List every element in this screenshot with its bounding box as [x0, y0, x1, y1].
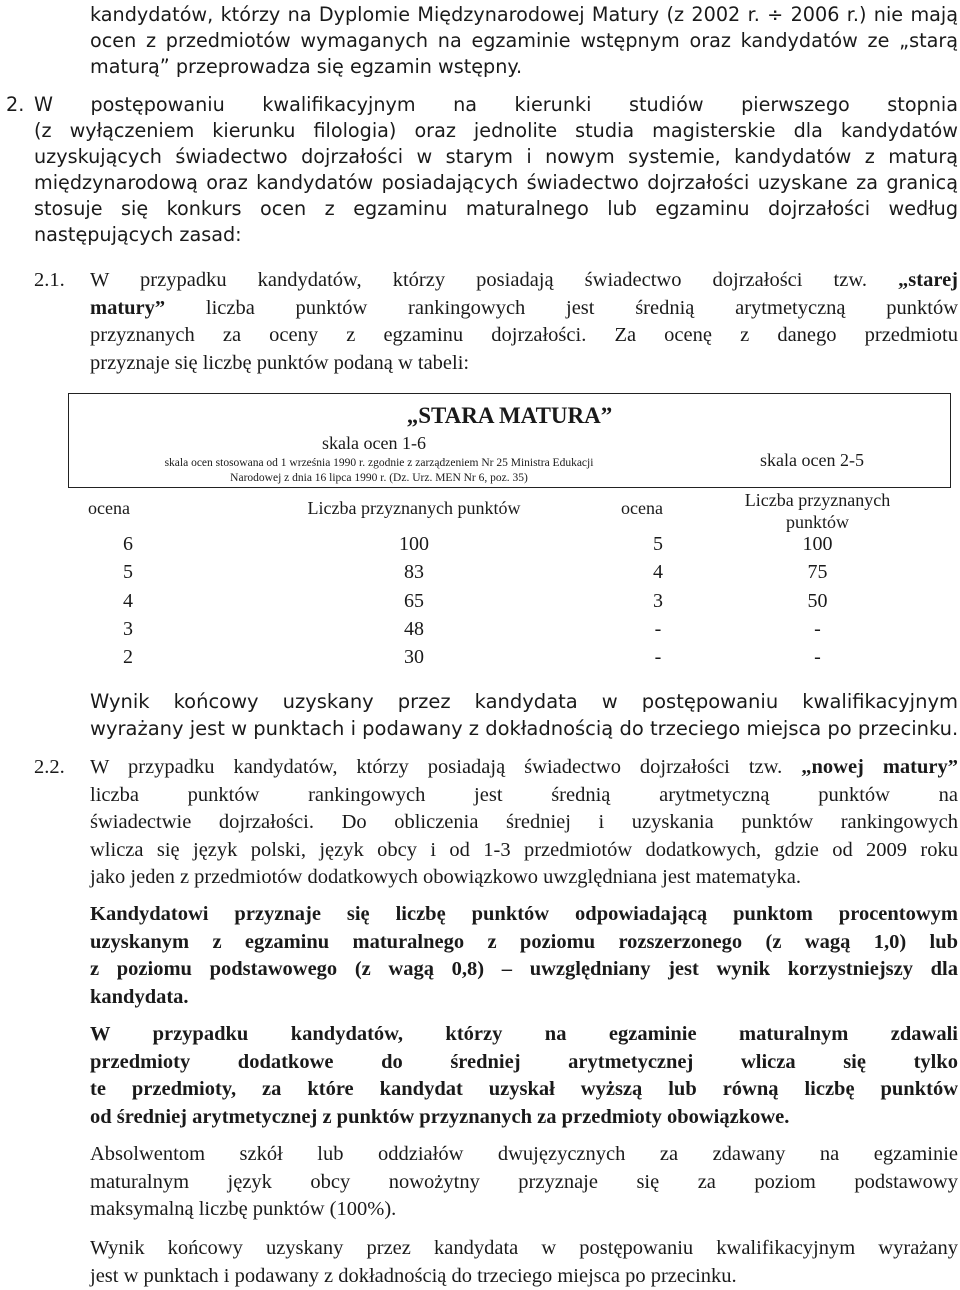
- section-2-1-number: 2.1.: [34, 267, 65, 295]
- section-2-1-line: przyznaje się liczbę punktów podaną w tabeli:: [90, 350, 958, 378]
- grade-1-cell: 3: [68, 618, 188, 641]
- grade-2-cell: 4: [608, 561, 708, 584]
- grade-1-cell: 4: [68, 590, 188, 613]
- grade-2-cell: 5: [608, 533, 708, 556]
- section-2-1-line: przyznanych za oceny z egzaminu dojrzałości. Za ocenę z danego przedmiotu: [90, 322, 958, 350]
- points-2-cell: 75: [696, 561, 939, 584]
- section-2-2-line: wlicza się język polski, język obcy i od 1-3 przedmiotów dodatkowych, gdzie od 2009 roku: [90, 837, 958, 865]
- section-2-number: 2.: [6, 92, 24, 118]
- intro-line: kandydatów, którzy na Dyplomie Międzynarodowej Matury (z 2002 r. ÷ 2006 r.) nie mają: [90, 2, 958, 28]
- result-paragraph-2: [90, 1235, 958, 1290]
- bilingual-paragraph: [90, 1141, 958, 1224]
- section-2-2-paragraph: [90, 754, 958, 892]
- bold-line: przedmioty dodatkowe do średniej arytmetycznej wlicza się tylko: [90, 1049, 958, 1077]
- section-2-1-line: matury” liczba punktów rankingowych jest średnią arytmetyczną punktów: [90, 295, 958, 323]
- result-line: Wynik końcowy uzyskany przez kandydata w postępowaniu kwalifikacyjnym: [90, 688, 958, 715]
- points-2-cell: -: [696, 646, 939, 669]
- points-2-cell: -: [696, 618, 939, 641]
- bold-line: kandydata.: [90, 984, 958, 1012]
- section-2-line: uzyskujących świadectwo dojrzałości w starym i nowym systemie, kandydatów z maturą: [34, 144, 958, 170]
- section-2-line: (z wyłączeniem kierunku filologia) oraz jednolite studia magisterskie dla kandydatów: [34, 118, 958, 144]
- header-points-1: Liczba przyznanych punktów: [198, 498, 630, 519]
- bold-paragraph-additional-subjects: [90, 1021, 958, 1131]
- section-2-line: W postępowaniu kwalifikacyjnym na kierunki studiów pierwszego stopnia: [34, 92, 958, 118]
- grade-1-cell: 2: [68, 646, 188, 669]
- bold-line: te przedmioty, za które kandydat uzyskał wyższą lub równą liczbę punktów: [90, 1076, 958, 1104]
- bold-line: z poziomu podstawowego (z wagą 0,8) – uwzględniany jest wynik korzystniejszy dla: [90, 956, 958, 984]
- intro-line: maturą” przeprowadza się egzamin wstępny.: [90, 54, 958, 80]
- intro-paragraph: [90, 2, 958, 80]
- header-grade-2: ocena: [621, 498, 701, 519]
- section-2-line: międzynarodową oraz kandydatów posiadających świadectwo dojrzałości uzyskane za granicą: [34, 170, 958, 196]
- points-2-cell: 100: [696, 533, 939, 556]
- result-paragraph-1: [90, 688, 958, 742]
- section-2-1-paragraph: [90, 267, 958, 377]
- result-line: jest w punktach i podawany z dokładnością do trzeciego miejsca po przecinku.: [90, 1263, 958, 1290]
- section-2-2-line: świadectwie dojrzałości. Do obliczenia średniej i uzyskania punktów rankingowych: [90, 809, 958, 837]
- table-row: [68, 561, 949, 589]
- bold-line: Kandydatowi przyznaje się liczbę punktów odpowiadającą punktom procentowym: [90, 901, 958, 929]
- header-points-2: Liczba przyznanych punktów: [696, 489, 939, 533]
- grade-2-cell: -: [608, 646, 708, 669]
- grade-2-cell: 3: [608, 590, 708, 613]
- bold-line: W przypadku kandydatów, którzy na egzaminie maturalnym zdawali: [90, 1021, 958, 1049]
- scale-2-5-label: skala ocen 2-5: [680, 450, 944, 471]
- result-line: wyrażany jest w punktach i podawany z dokładnością do trzeciego miejsca po przecinku.: [90, 715, 958, 742]
- bilingual-line: maturalnym język obcy nowożytny przyznaje się za poziom podstawowy: [90, 1169, 958, 1197]
- header-grade-1: ocena: [88, 498, 168, 519]
- scale-1-6-note: skala ocen stosowana od 1 września 1990 r. zgodnie z zarządzeniem Nr 25 Ministra Edukacji Narodowej z dnia 16 lipca 1990 r. (Dz. Urz. MEN Nr 6, poz. 35): [78, 456, 680, 486]
- table-title: „STARA MATURA”: [68, 403, 951, 429]
- points-1-cell: 30: [198, 646, 630, 669]
- points-1-cell: 65: [198, 590, 630, 613]
- bilingual-line: Absolwentom szkół lub oddziałów dwujęzycznych za zdawany na egzaminie: [90, 1141, 958, 1169]
- bold-paragraph-points: [90, 901, 958, 1011]
- table-row: [68, 590, 949, 618]
- section-2-2-line: jako jeden z przedmiotów dodatkowych obowiązkowo uwzględniana jest matematyka.: [90, 864, 958, 892]
- grade-1-cell: 5: [68, 561, 188, 584]
- intro-line: ocen z przedmiotów wymaganych na egzaminie wstępnym oraz kandydatów ze „starą: [90, 28, 958, 54]
- section-2-1-line: W przypadku kandydatów, którzy posiadają świadectwo dojrzałości tzw. „starej: [90, 267, 958, 295]
- table-row: [68, 533, 949, 561]
- section-2-paragraph: [0, 92, 958, 248]
- points-1-cell: 83: [198, 561, 630, 584]
- scale-1-6-label: skala ocen 1-6: [68, 433, 680, 454]
- bold-line: uzyskanym z egzaminu maturalnego z poziomu rozszerzonego (z wagą 1,0) lub: [90, 929, 958, 957]
- grade-2-cell: -: [608, 618, 708, 641]
- points-1-cell: 100: [198, 533, 630, 556]
- section-2-2-number: 2.2.: [34, 754, 65, 782]
- section-2-line: stosuje się konkurs ocen z egzaminu maturalnego lub egzaminu dojrzałości według: [34, 196, 958, 222]
- table-row: [68, 618, 949, 646]
- section-2-2-line: liczba punktów rankingowych jest średnią arytmetyczną punktów na: [90, 782, 958, 810]
- table-row: [68, 646, 949, 674]
- points-2-cell: 50: [696, 590, 939, 613]
- section-2-line: następujących zasad:: [34, 222, 958, 248]
- grade-1-cell: 6: [68, 533, 188, 556]
- points-1-cell: 48: [198, 618, 630, 641]
- bilingual-line: maksymalną liczbę punktów (100%).: [90, 1196, 958, 1224]
- result-line: Wynik końcowy uzyskany przez kandydata w postępowaniu kwalifikacyjnym wyrażany: [90, 1235, 958, 1263]
- section-2-2-line: W przypadku kandydatów, którzy posiadają świadectwo dojrzałości tzw. „nowej matury”: [90, 754, 958, 782]
- bold-line: od średniej arytmetycznej z punktów przyznanych za przedmioty obowiązkowe.: [90, 1104, 958, 1132]
